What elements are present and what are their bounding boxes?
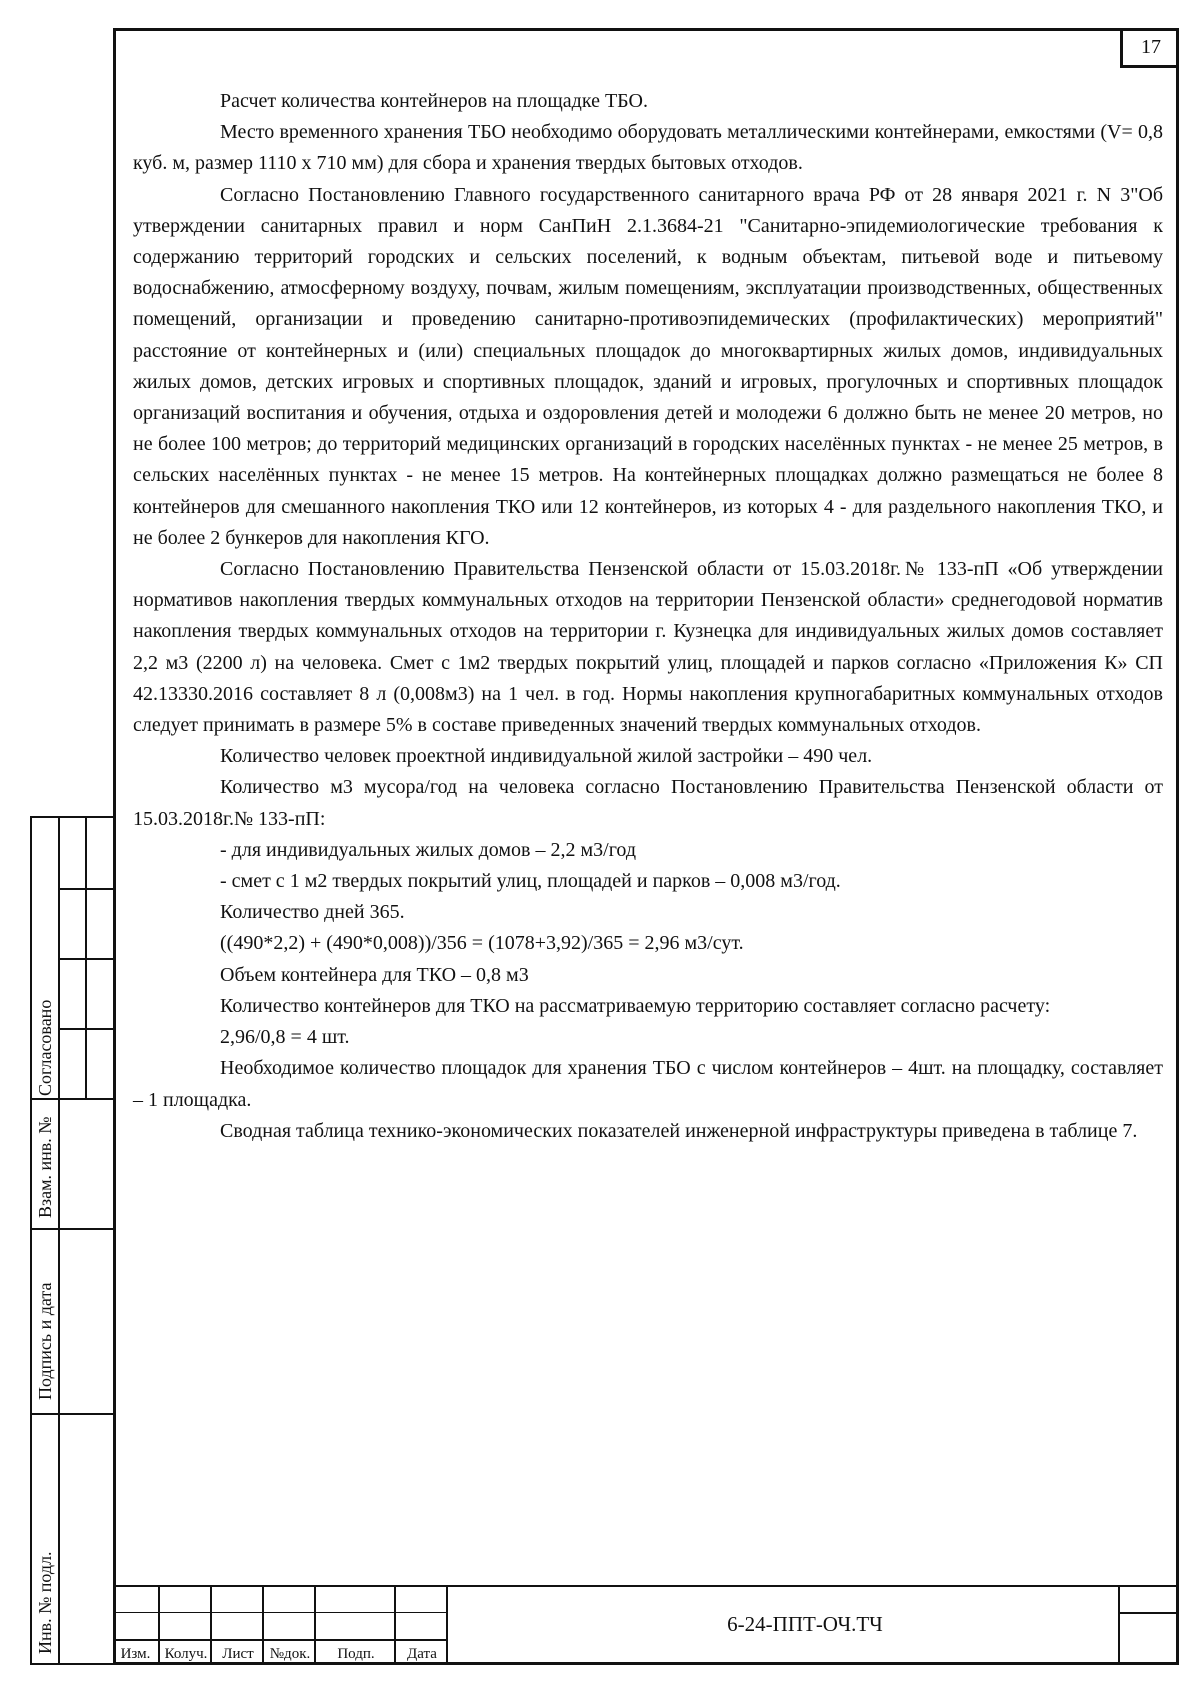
paragraph: Сводная таблица технико-экономических показателей инженерной инфраструктуры приведена в таблице 7. [220,1119,1138,1142]
header-izm: Изм. [120,1646,151,1662]
sign-date-label: Подпись и дата [35,1282,55,1400]
header-ndok: №док. [269,1646,311,1662]
header-podp: Подп. [337,1646,375,1662]
paragraph: - для индивидуальных жилых домов – 2,2 м3/год [220,838,637,861]
header-koluch: Колуч. [164,1646,208,1662]
sheet-number: 17 [1120,28,1179,68]
side-stamp [30,816,113,1665]
paragraph: Количество контейнеров для ТКО на рассматриваемую территорию составляет согласно расчету: [220,994,1051,1017]
formula: ((490*2,2) + (490*0,008))/356 = (1078+3,92)/365 = 2,96 м3/сут. [220,932,744,955]
paragraph: Согласно Постановлению Главного государственного санитарного врача РФ от 28 января 2021 г. N 3"Об утверждении санитарных правил и норм СанПиН 2.1.3684-21 "Санитарно-эпидемиологические требования к содержанию территорий городских и сельских поселений, к водным объектам, питьевой воде и питьевому водоснабжению, атмосферному воздуху, почвам, жилым помещениям, эксплуатации производственных, общественных помещений, организации и проведению санитарно-противоэпидемических (профилактических) мероприятий" расстояние от контейнерных и (или) специальных площадок до многоквартирных жилых домов, индивидуальных жилых домов, детских игровых и спортивных площадок, зданий и игровых, прогулочных и спортивных площадок организаций воспитания и обучения, отдыха и оздоровления детей и молодежи 6 должно быть не менее 20 метров, но не более 100 метров; до территорий медицинских организаций в городских населённых пунктах - не менее 25 метров, в сельских населённых пунктах - не менее 15 метров. На контейнерных площадках должно размещаться не более 8 контейнеров для смешанного накопления ТКО или 12 контейнеров, из которых 4 - для раздельного накопления ТКО, и не более 2 бункеров для накопления КГО. [133,183,1163,549]
paragraph: - смет с 1 м2 твердых покрытий улиц, площадей и парков – 0,008 м3/год. [220,870,841,893]
paragraph: Объем контейнера для ТКО – 0,8 м3 [220,963,529,986]
header-data: Дата [407,1646,437,1662]
paragraph: Расчет количества контейнеров на площадке ТБО. [220,90,648,112]
paragraph: Место временного хранения ТБО необходимо оборудовать металлическими контейнерами, емкостями (V= 0,8 куб. м, размер 1110 х 710 мм) для сбора и хранения твердых бытовых отходов. [133,121,1163,175]
document-body [133,86,1163,1147]
paragraph: Количество человек проектной индивидуальной жилой застройки – 490 чел. [220,745,873,768]
paragraph: Количество дней 365. [220,901,405,924]
paragraph: Согласно Постановлению Правительства Пензенской области от 15.03.2018г.№ 133-пП «Об утверждении нормативов накопления твердых коммунальных отходов на территории Пензенской области» среднегодовой норматив накопления твердых коммунальных отходов на территории г. Кузнецка для индивидуальных жилых домов составляет 2,2 м3 (2200 л) на человека. Смет с 1м2 твердых покрытий улиц, площадей и парков согласно «Приложения К» СП 42.13330.2016 составляет 8 л (0,008м3) на 1 чел. в год. Нормы накопления крупногабаритных коммунальных отходов следует принимать в размере 5% в составе приведенных значений твердых коммунальных отходов. [133,558,1163,737]
inv-orig-label: Инв. № подл. [35,1551,55,1654]
header-list: Лист [222,1646,254,1662]
paragraph: Количество м3 мусора/год на человека согласно Постановлению Правительства Пензенской области от 15.03.2018г.№ 133-пП: [133,776,1163,830]
document-code: 6-24-ППТ-ОЧ.ТЧ [727,1612,883,1636]
formula: 2,96/0,8 = 4 шт. [220,1026,350,1049]
agreed-label: Согласовано [35,999,55,1096]
paragraph: Необходимое количество площадок для хранения ТБО с числом контейнеров – 4шт. на площадку, составляет – 1 площадка. [133,1057,1163,1111]
inv-replace-label: Взам. инв. № [35,1116,55,1218]
